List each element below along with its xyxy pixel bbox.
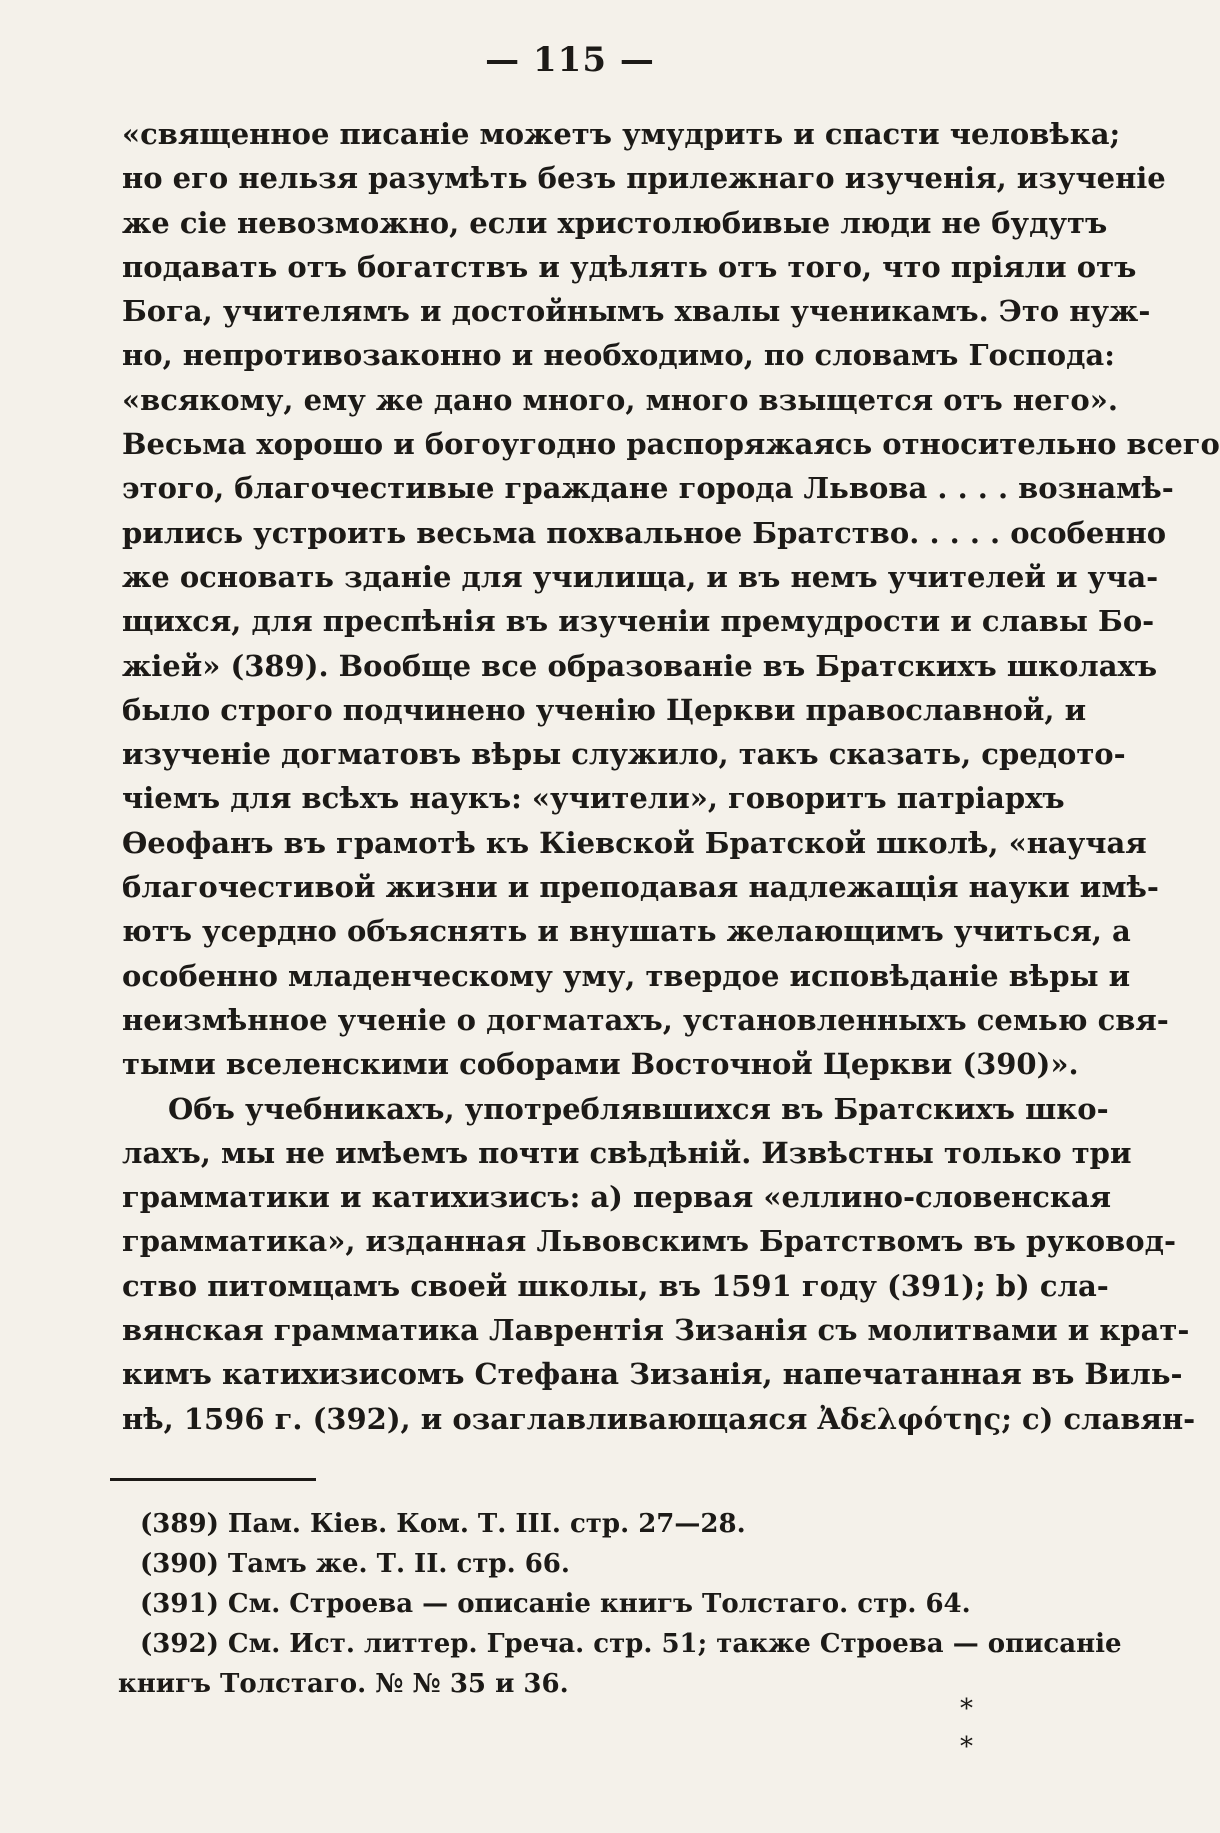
body-line: вянская грамматика Лаврентія Зизанія съ молитвами и крат- — [122, 1313, 1190, 1348]
body-text — [122, 112, 1220, 1441]
body-line: подавать отъ богатствъ и удѣлять отъ того, что пріяли отъ — [122, 249, 1137, 284]
footnote-389: (389) Пам. Кіев. Ком. Т. III. стр. 27—28. — [140, 1509, 746, 1539]
body-line: нѣ, 1596 г. (392), и озаглавливающаяся Ἀδελφότης; c) славян- — [122, 1401, 1196, 1436]
footnote-392-continuation: книгъ Толстаго. № № 35 и 36. — [118, 1669, 569, 1699]
body-line: грамматика», изданная Львовскимъ Братствомъ въ руковод- — [122, 1224, 1176, 1259]
body-line: особенно младенческому уму, твердое исповѣданіе вѣры и — [122, 958, 1131, 993]
body-line: «всякому, ему же дано много, много взыщется отъ него». — [122, 382, 1118, 417]
body-line: Бога, учителямъ и достойнымъ хвалы ученикамъ. Это нуж- — [122, 294, 1151, 329]
body-line: Объ учебникахъ, употреблявшихся въ Братскихъ шко- — [168, 1091, 1109, 1126]
body-line: было строго подчинено ученію Церкви православной, и — [122, 692, 1087, 727]
asterisk-mark: * — [960, 1694, 973, 1724]
margin-marks — [960, 1690, 973, 1766]
body-line: тыми вселенскими соборами Восточной Церкви (390)». — [122, 1047, 1079, 1082]
body-line: чіемъ для всѣхъ наукъ: «учители», говоритъ патріархъ — [122, 781, 1065, 816]
body-line: Ѳеофанъ въ грамотѣ къ Кіевской Братской школѣ, «научая — [122, 825, 1147, 860]
body-line: рились устроить весьма похвальное Братство. . . . . особенно — [122, 515, 1167, 550]
body-line: же основать зданіе для училища, и въ немъ учителей и уча- — [122, 559, 1159, 594]
body-line: ство питомцамъ своей школы, въ 1591 году (391); b) сла- — [122, 1268, 1109, 1303]
page-number: — 115 — — [485, 40, 655, 80]
body-line: жіей» (389). Вообще все образованіе въ Братскихъ школахъ — [122, 648, 1158, 683]
body-line: но, непротивозаконно и необходимо, по словамъ Господа: — [122, 338, 1115, 373]
footnote-392: (392) См. Ист. литтер. Греча. стр. 51; также Строева — описаніе — [140, 1629, 1122, 1659]
asterisk-mark: * — [960, 1732, 973, 1762]
body-line: неизмѣнное ученіе о догматахъ, установленныхъ семью свя- — [122, 1002, 1169, 1037]
body-line: кимъ катихизисомъ Стефана Зизанія, напечатанная въ Виль- — [122, 1357, 1183, 1392]
body-line: щихся, для преспѣнія въ изученіи премудрости и славы Бо- — [122, 604, 1155, 639]
body-line: лахъ, мы не имѣемъ почти свѣдѣній. Извѣстны только три — [122, 1135, 1132, 1170]
footnote-390: (390) Тамъ же. Т. II. стр. 66. — [140, 1549, 570, 1579]
body-line: же сіе невозможно, если христолюбивые люди не будутъ — [122, 205, 1108, 240]
body-line: но его нельзя разумѣть безъ прилежнаго изученія, изученіе — [122, 161, 1166, 196]
body-line: ютъ усердно объяснять и внушать желающимъ учиться, а — [122, 914, 1131, 949]
body-line: Весьма хорошо и богоугодно распоряжаясь относительно всего — [122, 427, 1220, 462]
body-line: этого, благочестивые граждане города Львова . . . . вознамѣ- — [122, 471, 1174, 506]
footnote-divider — [110, 1478, 316, 1481]
body-line: изученіе догматовъ вѣры служило, такъ сказать, средото- — [122, 737, 1126, 772]
body-line: благочестивой жизни и преподавая надлежащія науки имѣ- — [122, 870, 1159, 905]
body-line: «священное писаніе можетъ умудрить и спасти человѣка; — [122, 117, 1121, 151]
footnotes — [118, 1504, 1122, 1704]
body-line: грамматики и катихизисъ: а) первая «еллино-словенская — [122, 1180, 1112, 1215]
footnote-391: (391) См. Строева — описаніе книгъ Толстаго. стр. 64. — [140, 1589, 971, 1619]
